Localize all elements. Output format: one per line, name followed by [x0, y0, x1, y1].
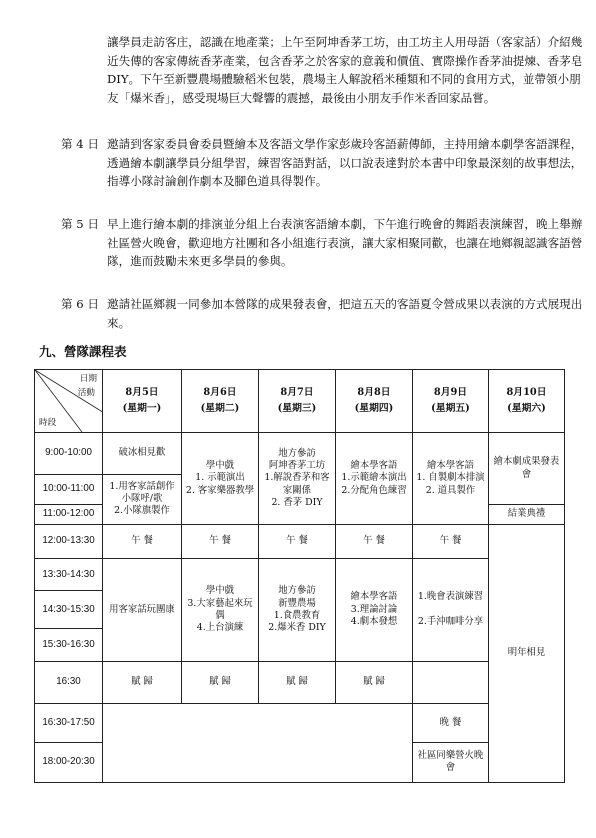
day-date: 8月5日: [125, 387, 159, 399]
d5-afternoon-cell: 1.晚會表演練習 2.手沖咖啡分享: [413, 559, 489, 661]
lunch-cell: 午 餐: [103, 524, 182, 559]
d2-afternoon-cell: 學中戲 3.大家藝起來玩偶 4.上台演練: [182, 559, 259, 661]
d1-morning-cell: 1.用客家話創作小隊呼/歌 2.小隊旗製作: [103, 474, 182, 524]
d1-icebreak-cell: 破冰相見歡: [103, 433, 182, 474]
day5-paragraph: [61, 215, 585, 271]
d4-morning-cell: 繪本學客語 1.示範繪本演出 2.分配角色練習: [336, 433, 413, 524]
corner-period-label: 時段: [39, 418, 57, 429]
time-cell: 10:00-11:00: [35, 474, 103, 504]
day-date: 8月10日: [506, 387, 547, 399]
day-date: 8月8日: [357, 387, 391, 399]
day-header-6: [489, 370, 565, 433]
header-row: [35, 370, 565, 433]
day-date: 8月6日: [203, 387, 237, 399]
go-home-cell: 賦 歸: [336, 661, 413, 703]
d6-afternoon-cell: 明年相見: [489, 524, 565, 782]
campfire-cell: 社區同樂營火晚會: [413, 742, 489, 782]
time-cell: 18:00-20:30: [35, 742, 103, 782]
time-cell: 13:30-14:30: [35, 559, 103, 591]
day-weekday: (星期一): [122, 403, 162, 415]
d3-afternoon-cell: 地方參訪 新豐農場 1.食農教育 2.爆米香 DIY: [259, 559, 336, 661]
lunch-cell: 午 餐: [336, 524, 413, 559]
dinner-cell: 晚 餐: [413, 703, 489, 742]
day-weekday: (星期六): [507, 403, 546, 415]
camp-schedule-table: [34, 369, 565, 783]
day-header-5: [413, 370, 489, 433]
lunch-cell: 午 餐: [413, 524, 489, 559]
d1-afternoon-cell: 用客家話玩團康: [103, 559, 182, 661]
corner-date-label: 日期: [79, 374, 97, 384]
day5-text: 早上進行繪本劇的排演並分組上台表演客語繪本劇，下午進行晚會的舞蹈表演練習，晚上舉辦社區營火晚會，歡迎地方社團和各小組進行表演，讓大家相聚同歡，也讓在地鄉親認識客語營隊，進而鼓勵未來更多學員的參與。: [107, 217, 583, 269]
day-weekday: (星期五): [431, 403, 470, 415]
day-header-4: [336, 370, 413, 433]
d6-closing-cell: 結業典禮: [489, 504, 565, 524]
empty-cell: [103, 703, 413, 782]
time-cell: 14:30-15:30: [35, 591, 103, 629]
day-date: 8月7日: [280, 387, 314, 399]
day5-label: 第 5 日: [61, 217, 99, 231]
table-row: [35, 703, 565, 742]
lunch-cell: 午 餐: [259, 524, 336, 559]
go-home-cell: 賦 歸: [182, 661, 259, 703]
d2-morning-cell: 學中戲 1. 示範演出 2. 客家樂器教學: [182, 433, 259, 524]
d5-morning-cell: 繪本學客語 1. 自製劇本排演 2. 道具製作: [413, 433, 489, 524]
day-header-2: [182, 370, 259, 433]
day6-paragraph: [61, 295, 585, 332]
day-header-3: [259, 370, 336, 433]
time-cell: 12:00-13:30: [35, 524, 103, 559]
table-row: [35, 433, 565, 474]
corner-activity-label: 活動: [77, 388, 95, 398]
table-row: [35, 661, 565, 703]
table-row: [35, 559, 565, 591]
day6-label: 第 6 日: [61, 297, 99, 311]
day6-text: 邀請社區鄉親一同參加本營隊的成果發表會，把這五天的客語夏令營成果以表演的方式展現出來。: [107, 297, 583, 330]
day4-label: 第 4 日: [61, 137, 99, 151]
time-cell: 11:00-12:00: [35, 504, 103, 524]
day3-continuation-paragraph: [107, 33, 585, 107]
day-date: 8月9日: [433, 387, 468, 399]
d6-morning-cell: 繪本劇成果發表會: [489, 433, 565, 504]
day-weekday: (星期四): [354, 403, 394, 415]
time-cell: 16:30-17:50: [35, 703, 103, 742]
time-cell: 15:30-16:30: [35, 629, 103, 661]
time-cell: 9:00-10:00: [35, 433, 103, 474]
empty-cell: [413, 661, 489, 703]
day-weekday: (星期三): [277, 403, 317, 415]
table-row: [35, 524, 565, 559]
day3-text: 讓學員走訪客庄，認識在地產業；上午至阿坤香茅工坊，由工坊主人用母語（客家話）介紹幾近失傳的客家傳統香茅產業，包含香茅之於客家的意義和價值、實際操作香茅油提煉、香茅皂 DIY。下午至新豐農場體驗稻米包裝，農場主人解說稻米種類和不同的食用方式，並帶領小朋友「爆米香」，感受現場巨大聲響的震撼，最後由小朋友手作米香回家品嘗。: [107, 35, 583, 105]
day-header-1: [103, 370, 182, 433]
corner-cell: [35, 370, 103, 433]
time-cell: 16:30: [35, 661, 103, 703]
d3-morning-cell: 地方參訪 阿坤香茅工坊 1.解說香茅和客家關係 2. 香茅 DIY: [259, 433, 336, 524]
go-home-cell: 賦 歸: [259, 661, 336, 703]
go-home-cell: 賦 歸: [103, 661, 182, 703]
day4-paragraph: [61, 135, 585, 191]
section-heading: 九、營隊課程表: [39, 344, 127, 359]
lunch-cell: 午 餐: [182, 524, 259, 559]
day-weekday: (星期二): [200, 403, 240, 415]
d4-afternoon-cell: 繪本學客語 3.理論討論 4.劇本發想: [336, 559, 413, 661]
day4-text: 邀請到客家委員會委員暨繪本及客語文學作家彭歲玲客語薪傳師，主持用繪本劇學客語課程，透過繪本劇讓學員分組學習，練習客語對話，以口說表達對於本書中印象最深刻的故事想法，指導小隊討論創作劇本及腳色道具得製作。: [107, 137, 583, 189]
